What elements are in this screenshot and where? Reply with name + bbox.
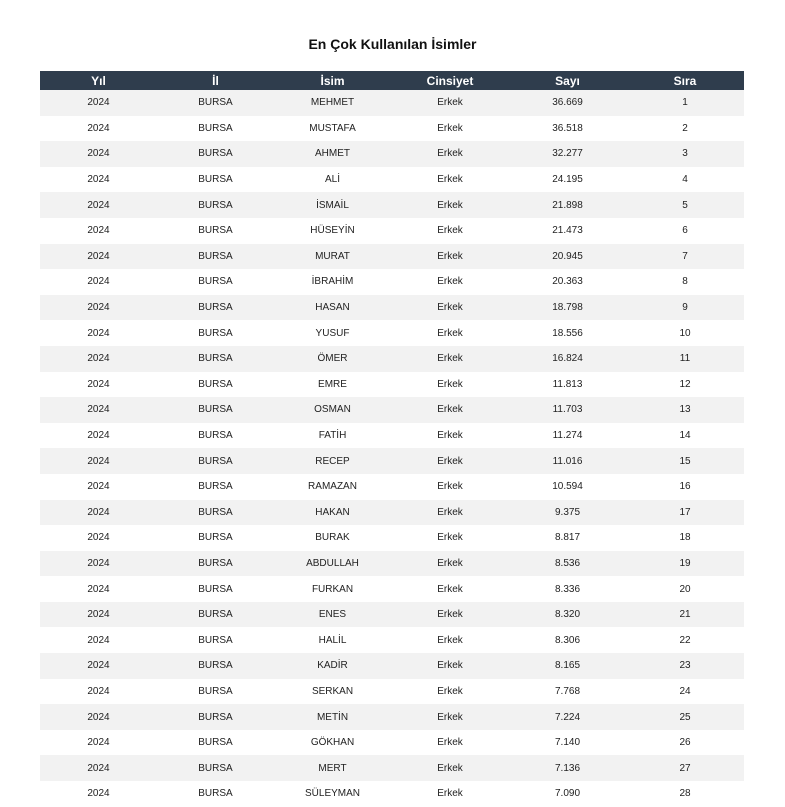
column-header-rank: Sıra xyxy=(626,71,744,90)
table-row xyxy=(40,397,744,423)
cell-count: 7.224 xyxy=(509,704,626,730)
cell-year: 2024 xyxy=(40,576,157,602)
cell-gender: Erkek xyxy=(391,192,509,218)
table-row xyxy=(40,192,744,218)
cell-rank: 18 xyxy=(626,525,744,551)
table-row xyxy=(40,500,744,526)
cell-count: 8.320 xyxy=(509,602,626,628)
cell-gender: Erkek xyxy=(391,320,509,346)
cell-rank: 8 xyxy=(626,269,744,295)
table-row xyxy=(40,244,744,270)
cell-province: BURSA xyxy=(157,116,274,142)
cell-count: 10.594 xyxy=(509,474,626,500)
table-header-row xyxy=(40,71,744,90)
cell-gender: Erkek xyxy=(391,90,509,116)
column-header-province: İl xyxy=(157,71,274,90)
cell-year: 2024 xyxy=(40,448,157,474)
cell-province: BURSA xyxy=(157,781,274,807)
cell-province: BURSA xyxy=(157,551,274,577)
cell-gender: Erkek xyxy=(391,141,509,167)
cell-province: BURSA xyxy=(157,448,274,474)
cell-year: 2024 xyxy=(40,525,157,551)
cell-count: 11.813 xyxy=(509,372,626,398)
cell-province: BURSA xyxy=(157,346,274,372)
cell-year: 2024 xyxy=(40,269,157,295)
cell-name: ABDULLAH xyxy=(274,551,391,577)
cell-name: ENES xyxy=(274,602,391,628)
cell-name: HASAN xyxy=(274,295,391,321)
cell-gender: Erkek xyxy=(391,551,509,577)
cell-name: RAMAZAN xyxy=(274,474,391,500)
cell-year: 2024 xyxy=(40,474,157,500)
cell-name: SÜLEYMAN xyxy=(274,781,391,807)
cell-year: 2024 xyxy=(40,653,157,679)
cell-gender: Erkek xyxy=(391,397,509,423)
cell-year: 2024 xyxy=(40,423,157,449)
cell-count: 11.703 xyxy=(509,397,626,423)
cell-name: METİN xyxy=(274,704,391,730)
cell-province: BURSA xyxy=(157,167,274,193)
cell-count: 36.669 xyxy=(509,90,626,116)
cell-rank: 13 xyxy=(626,397,744,423)
cell-year: 2024 xyxy=(40,755,157,781)
cell-rank: 2 xyxy=(626,116,744,142)
cell-year: 2024 xyxy=(40,679,157,705)
table-row xyxy=(40,295,744,321)
cell-province: BURSA xyxy=(157,320,274,346)
cell-rank: 17 xyxy=(626,500,744,526)
table-row xyxy=(40,602,744,628)
cell-province: BURSA xyxy=(157,269,274,295)
cell-year: 2024 xyxy=(40,192,157,218)
cell-rank: 11 xyxy=(626,346,744,372)
cell-year: 2024 xyxy=(40,295,157,321)
table-row xyxy=(40,218,744,244)
cell-count: 20.945 xyxy=(509,244,626,270)
cell-count: 24.195 xyxy=(509,167,626,193)
cell-year: 2024 xyxy=(40,372,157,398)
cell-name: FURKAN xyxy=(274,576,391,602)
cell-year: 2024 xyxy=(40,627,157,653)
cell-gender: Erkek xyxy=(391,525,509,551)
table-row xyxy=(40,704,744,730)
cell-province: BURSA xyxy=(157,500,274,526)
cell-rank: 10 xyxy=(626,320,744,346)
cell-province: BURSA xyxy=(157,192,274,218)
cell-name: FATİH xyxy=(274,423,391,449)
cell-year: 2024 xyxy=(40,500,157,526)
cell-rank: 28 xyxy=(626,781,744,807)
cell-gender: Erkek xyxy=(391,167,509,193)
cell-rank: 3 xyxy=(626,141,744,167)
cell-rank: 21 xyxy=(626,602,744,628)
cell-rank: 9 xyxy=(626,295,744,321)
cell-year: 2024 xyxy=(40,397,157,423)
cell-province: BURSA xyxy=(157,525,274,551)
cell-count: 7.090 xyxy=(509,781,626,807)
cell-count: 11.274 xyxy=(509,423,626,449)
cell-gender: Erkek xyxy=(391,500,509,526)
cell-count: 7.768 xyxy=(509,679,626,705)
cell-gender: Erkek xyxy=(391,448,509,474)
cell-province: BURSA xyxy=(157,90,274,116)
cell-rank: 22 xyxy=(626,627,744,653)
cell-year: 2024 xyxy=(40,551,157,577)
table-row xyxy=(40,627,744,653)
cell-count: 16.824 xyxy=(509,346,626,372)
names-table xyxy=(40,71,744,807)
cell-gender: Erkek xyxy=(391,627,509,653)
cell-name: MEHMET xyxy=(274,90,391,116)
table-row xyxy=(40,730,744,756)
cell-year: 2024 xyxy=(40,116,157,142)
cell-count: 18.556 xyxy=(509,320,626,346)
cell-rank: 12 xyxy=(626,372,744,398)
cell-province: BURSA xyxy=(157,295,274,321)
cell-name: HALİL xyxy=(274,627,391,653)
cell-year: 2024 xyxy=(40,781,157,807)
table-body xyxy=(40,90,744,807)
cell-count: 11.016 xyxy=(509,448,626,474)
cell-rank: 27 xyxy=(626,755,744,781)
cell-gender: Erkek xyxy=(391,602,509,628)
cell-gender: Erkek xyxy=(391,755,509,781)
table-row xyxy=(40,448,744,474)
cell-count: 8.165 xyxy=(509,653,626,679)
page-title: En Çok Kullanılan İsimler xyxy=(308,36,477,52)
table-row xyxy=(40,551,744,577)
cell-province: BURSA xyxy=(157,397,274,423)
cell-year: 2024 xyxy=(40,167,157,193)
cell-gender: Erkek xyxy=(391,346,509,372)
cell-count: 21.898 xyxy=(509,192,626,218)
table-row xyxy=(40,474,744,500)
cell-rank: 19 xyxy=(626,551,744,577)
table-row xyxy=(40,320,744,346)
cell-province: BURSA xyxy=(157,576,274,602)
column-header-gender: Cinsiyet xyxy=(391,71,509,90)
cell-name: YUSUF xyxy=(274,320,391,346)
cell-count: 8.306 xyxy=(509,627,626,653)
table-row xyxy=(40,755,744,781)
cell-year: 2024 xyxy=(40,90,157,116)
table-row xyxy=(40,423,744,449)
cell-gender: Erkek xyxy=(391,218,509,244)
cell-count: 18.798 xyxy=(509,295,626,321)
cell-count: 7.136 xyxy=(509,755,626,781)
cell-name: MERT xyxy=(274,755,391,781)
cell-rank: 14 xyxy=(626,423,744,449)
cell-gender: Erkek xyxy=(391,704,509,730)
cell-year: 2024 xyxy=(40,346,157,372)
cell-name: AHMET xyxy=(274,141,391,167)
cell-rank: 26 xyxy=(626,730,744,756)
table-row xyxy=(40,167,744,193)
cell-count: 36.518 xyxy=(509,116,626,142)
cell-gender: Erkek xyxy=(391,474,509,500)
cell-name: ALİ xyxy=(274,167,391,193)
cell-province: BURSA xyxy=(157,627,274,653)
cell-gender: Erkek xyxy=(391,781,509,807)
cell-year: 2024 xyxy=(40,244,157,270)
cell-name: SERKAN xyxy=(274,679,391,705)
cell-province: BURSA xyxy=(157,679,274,705)
cell-province: BURSA xyxy=(157,372,274,398)
cell-gender: Erkek xyxy=(391,372,509,398)
cell-name: İSMAİL xyxy=(274,192,391,218)
cell-rank: 15 xyxy=(626,448,744,474)
cell-count: 21.473 xyxy=(509,218,626,244)
table-row xyxy=(40,141,744,167)
column-header-name: İsim xyxy=(274,71,391,90)
cell-name: İBRAHİM xyxy=(274,269,391,295)
cell-count: 8.817 xyxy=(509,525,626,551)
cell-name: HAKAN xyxy=(274,500,391,526)
cell-year: 2024 xyxy=(40,704,157,730)
cell-rank: 23 xyxy=(626,653,744,679)
cell-province: BURSA xyxy=(157,755,274,781)
cell-year: 2024 xyxy=(40,141,157,167)
cell-province: BURSA xyxy=(157,730,274,756)
cell-name: GÖKHAN xyxy=(274,730,391,756)
cell-rank: 24 xyxy=(626,679,744,705)
cell-rank: 25 xyxy=(626,704,744,730)
cell-rank: 6 xyxy=(626,218,744,244)
cell-rank: 7 xyxy=(626,244,744,270)
cell-count: 9.375 xyxy=(509,500,626,526)
cell-gender: Erkek xyxy=(391,653,509,679)
table-row xyxy=(40,653,744,679)
cell-province: BURSA xyxy=(157,474,274,500)
cell-gender: Erkek xyxy=(391,295,509,321)
cell-rank: 16 xyxy=(626,474,744,500)
cell-province: BURSA xyxy=(157,704,274,730)
cell-year: 2024 xyxy=(40,730,157,756)
cell-rank: 20 xyxy=(626,576,744,602)
cell-name: HÜSEYİN xyxy=(274,218,391,244)
cell-gender: Erkek xyxy=(391,269,509,295)
cell-gender: Erkek xyxy=(391,423,509,449)
table-row xyxy=(40,116,744,142)
cell-province: BURSA xyxy=(157,602,274,628)
cell-rank: 5 xyxy=(626,192,744,218)
column-header-year: Yıl xyxy=(40,71,157,90)
cell-province: BURSA xyxy=(157,244,274,270)
cell-province: BURSA xyxy=(157,141,274,167)
cell-province: BURSA xyxy=(157,218,274,244)
cell-rank: 4 xyxy=(626,167,744,193)
table-row xyxy=(40,346,744,372)
cell-name: MUSTAFA xyxy=(274,116,391,142)
cell-year: 2024 xyxy=(40,602,157,628)
cell-gender: Erkek xyxy=(391,679,509,705)
table-row xyxy=(40,90,744,116)
table-row xyxy=(40,372,744,398)
cell-name: EMRE xyxy=(274,372,391,398)
cell-name: OSMAN xyxy=(274,397,391,423)
cell-count: 32.277 xyxy=(509,141,626,167)
cell-count: 20.363 xyxy=(509,269,626,295)
cell-province: BURSA xyxy=(157,653,274,679)
cell-year: 2024 xyxy=(40,320,157,346)
cell-name: MURAT xyxy=(274,244,391,270)
table-row xyxy=(40,576,744,602)
cell-gender: Erkek xyxy=(391,244,509,270)
column-header-count: Sayı xyxy=(509,71,626,90)
cell-count: 8.336 xyxy=(509,576,626,602)
cell-province: BURSA xyxy=(157,423,274,449)
cell-count: 7.140 xyxy=(509,730,626,756)
cell-name: KADİR xyxy=(274,653,391,679)
cell-name: BURAK xyxy=(274,525,391,551)
table-row xyxy=(40,525,744,551)
cell-gender: Erkek xyxy=(391,116,509,142)
cell-count: 8.536 xyxy=(509,551,626,577)
cell-year: 2024 xyxy=(40,218,157,244)
cell-gender: Erkek xyxy=(391,730,509,756)
cell-name: RECEP xyxy=(274,448,391,474)
cell-gender: Erkek xyxy=(391,576,509,602)
table-row xyxy=(40,269,744,295)
cell-rank: 1 xyxy=(626,90,744,116)
table-row xyxy=(40,679,744,705)
cell-name: ÖMER xyxy=(274,346,391,372)
